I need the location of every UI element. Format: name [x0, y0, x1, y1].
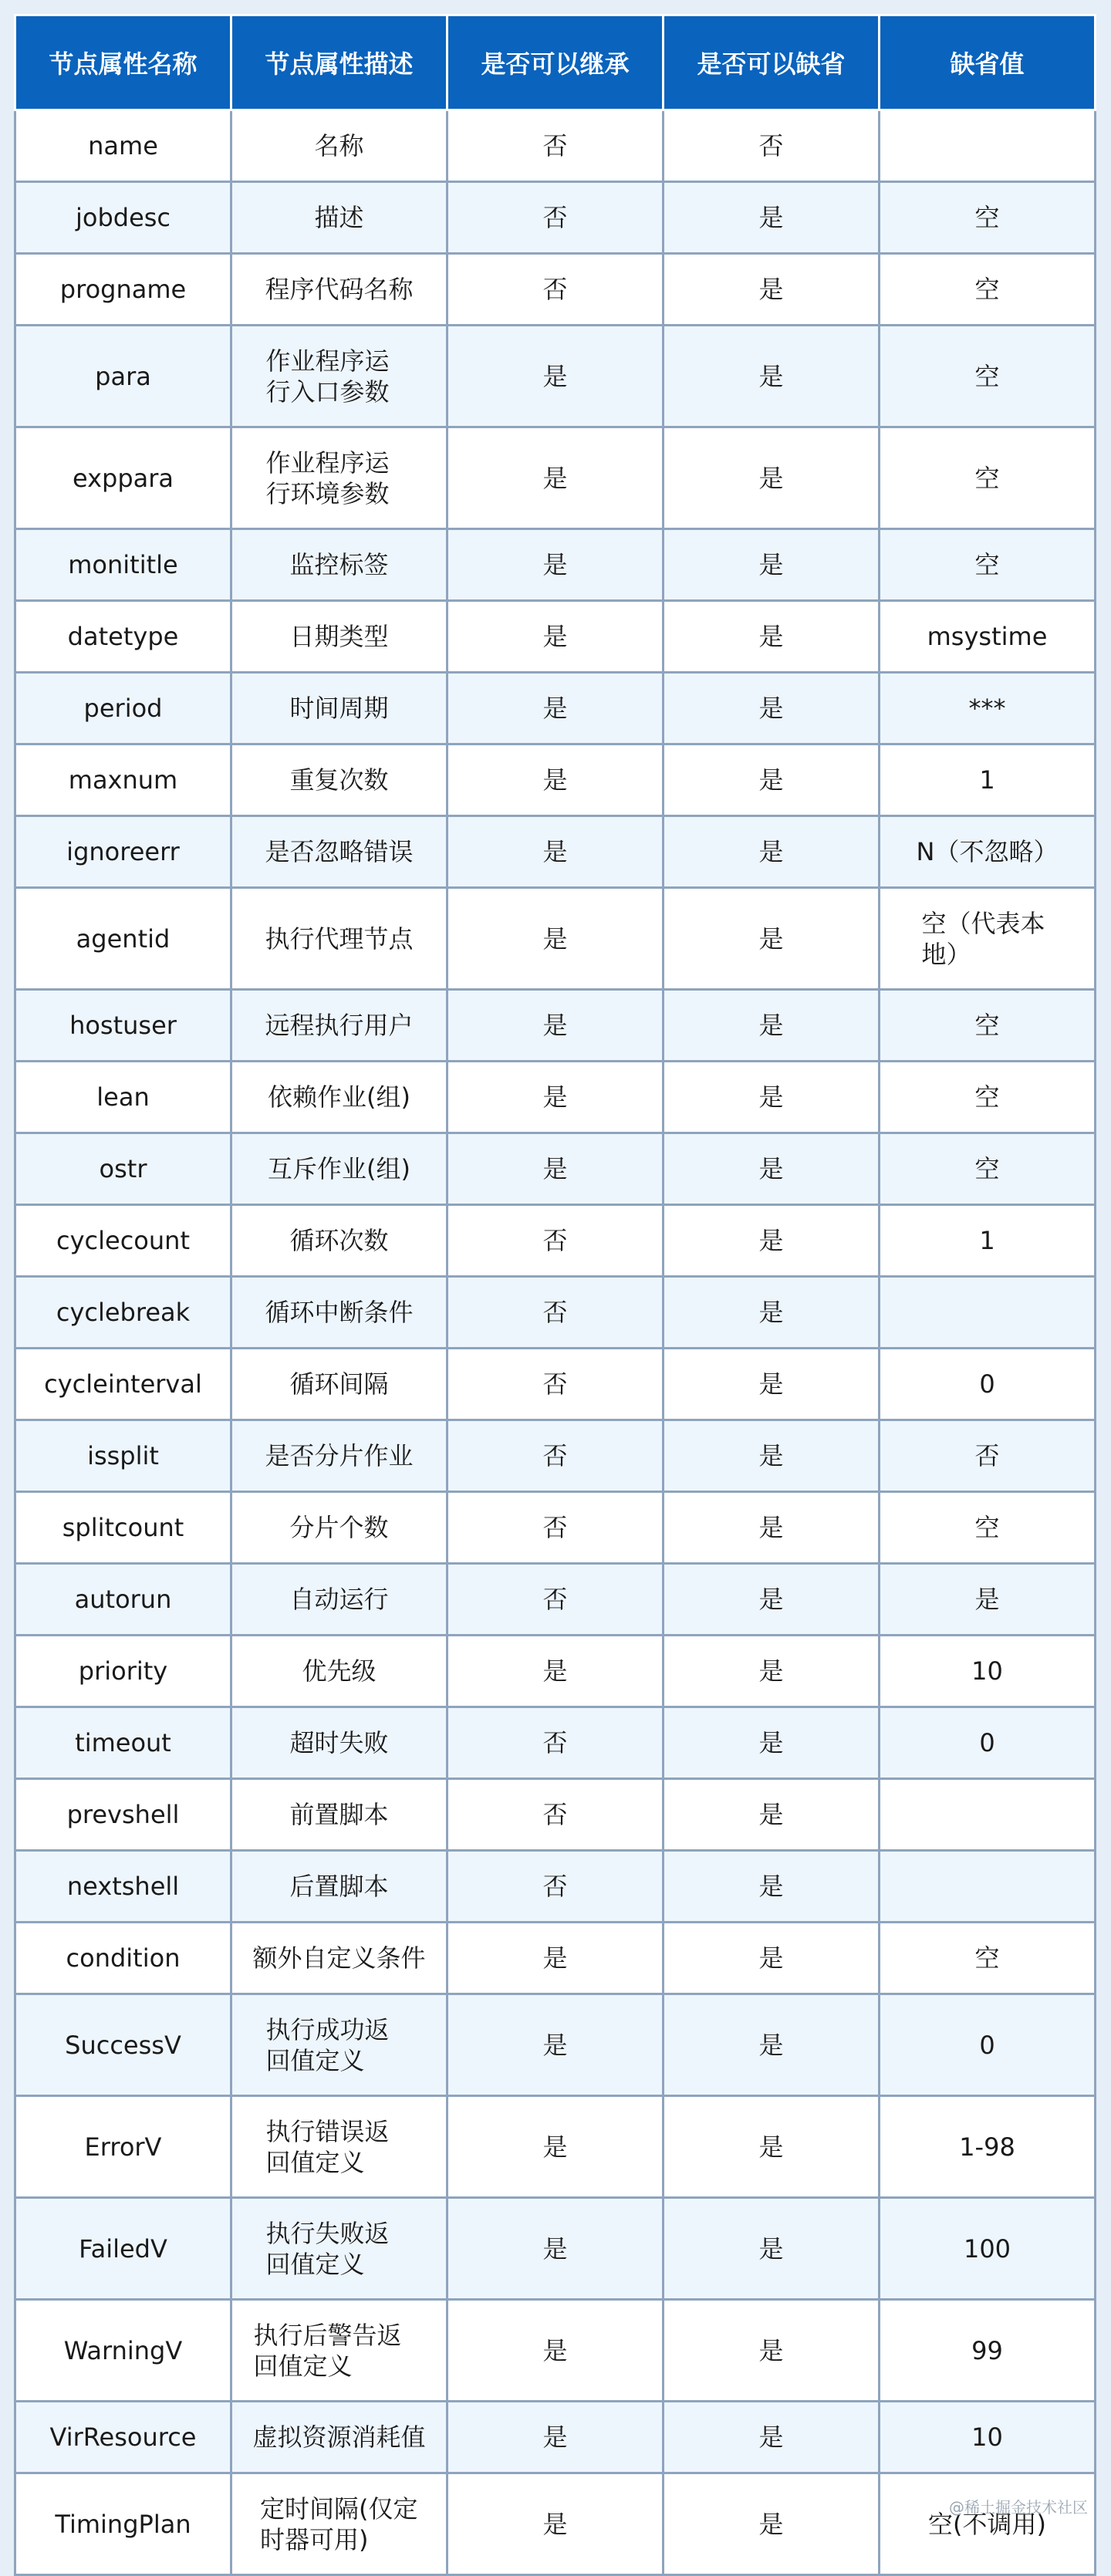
cell-omittable: 是 [664, 744, 880, 816]
cell-inheritable: 是 [447, 1636, 664, 1707]
cell-default-value: N（不忽略） [880, 816, 1096, 888]
cell-inheritable: 是 [447, 601, 664, 673]
cell-omittable: 是 [664, 2096, 880, 2198]
cell-default-value: 空 [880, 529, 1096, 601]
cell-attr-desc: 超时失败 [231, 1707, 447, 1779]
cell-attr-name: nextshell [15, 1851, 231, 1923]
cell-attr-desc [231, 326, 447, 427]
cell-omittable: 是 [664, 2402, 880, 2473]
cell-omittable: 是 [664, 1636, 880, 1707]
cell-default-value: 空 [880, 1062, 1096, 1133]
cell-omittable: 是 [664, 601, 880, 673]
table-row [15, 1349, 1096, 1420]
cell-default-value: 100 [880, 2198, 1096, 2300]
cell-attr-name: monititle [15, 529, 231, 601]
cell-attr-name: cycleinterval [15, 1349, 231, 1420]
cell-attr-name: condition [15, 1923, 231, 1994]
cell-attr-name: priority [15, 1636, 231, 1707]
table-row [15, 1779, 1096, 1851]
table-row [15, 744, 1096, 816]
cell-default-value: 10 [880, 1636, 1096, 1707]
cell-inheritable: 是 [447, 2198, 664, 2300]
cell-attr-name: SuccessV [15, 1994, 231, 2096]
table-body [15, 110, 1096, 2575]
cell-inheritable: 是 [447, 673, 664, 744]
cell-attr-desc: 依赖作业(组) [231, 1062, 447, 1133]
cell-inheritable: 否 [447, 1564, 664, 1636]
cell-attr-desc: 时间周期 [231, 673, 447, 744]
cell-default-value: 是 [880, 1564, 1096, 1636]
cell-attr-desc: 重复次数 [231, 744, 447, 816]
cell-attr-name: hostuser [15, 990, 231, 1062]
table-row [15, 816, 1096, 888]
cell-omittable: 是 [664, 990, 880, 1062]
cell-attr-desc: 优先级 [231, 1636, 447, 1707]
table-row [15, 427, 1096, 529]
cell-attr-desc [231, 427, 447, 529]
cell-attr-desc: 虚拟资源消耗值 [231, 2402, 447, 2473]
cell-omittable: 是 [664, 1420, 880, 1492]
cell-default-value: 空 [880, 1492, 1096, 1564]
cell-inheritable: 否 [447, 1779, 664, 1851]
cell-attr-name: jobdesc [15, 182, 231, 254]
table-row [15, 1205, 1096, 1277]
table-row [15, 1707, 1096, 1779]
cell-inheritable: 否 [447, 1420, 664, 1492]
table-row [15, 1923, 1096, 1994]
cell-attr-name: ignoreerr [15, 816, 231, 888]
table-row [15, 182, 1096, 254]
header-default-value: 缺省值 [880, 15, 1096, 110]
cell-inheritable: 否 [447, 1205, 664, 1277]
attribute-table-container [14, 14, 1094, 2576]
cell-attr-desc [231, 2198, 447, 2300]
cell-text: 执行后警告返回值定义 [253, 2320, 402, 2381]
cell-default-value [880, 1779, 1096, 1851]
cell-default-value: 0 [880, 1994, 1096, 2096]
cell-default-value: 空 [880, 1923, 1096, 1994]
table-row [15, 1062, 1096, 1133]
cell-attr-name: timeout [15, 1707, 231, 1779]
cell-omittable: 是 [664, 1851, 880, 1923]
cell-attr-desc: 名称 [231, 110, 447, 182]
cell-attr-desc [231, 2300, 447, 2402]
cell-default-value: 0 [880, 1349, 1096, 1420]
cell-inheritable: 是 [447, 816, 664, 888]
cell-default-value: 空 [880, 1133, 1096, 1205]
header-inheritable: 是否可以继承 [447, 15, 664, 110]
cell-attr-name: para [15, 326, 231, 427]
cell-default-value: 空 [880, 182, 1096, 254]
cell-omittable: 是 [664, 427, 880, 529]
cell-default-value: 1 [880, 744, 1096, 816]
cell-omittable: 是 [664, 254, 880, 326]
cell-inheritable: 是 [447, 888, 664, 990]
cell-inheritable: 是 [447, 1923, 664, 1994]
cell-attr-desc: 监控标签 [231, 529, 447, 601]
cell-attr-name: progname [15, 254, 231, 326]
cell-attr-desc: 前置脚本 [231, 1779, 447, 1851]
cell-attr-name: ErrorV [15, 2096, 231, 2198]
cell-attr-desc: 后置脚本 [231, 1851, 447, 1923]
cell-default-value: 1 [880, 1205, 1096, 1277]
cell-attr-name: prevshell [15, 1779, 231, 1851]
table-row [15, 110, 1096, 182]
cell-inheritable: 是 [447, 1062, 664, 1133]
cell-attr-name: cyclebreak [15, 1277, 231, 1349]
cell-text: 执行成功返回值定义 [265, 2014, 390, 2075]
cell-inheritable: 是 [447, 2402, 664, 2473]
cell-inheritable: 是 [447, 427, 664, 529]
cell-inheritable: 是 [447, 1133, 664, 1205]
cell-omittable: 是 [664, 2198, 880, 2300]
cell-attr-name: maxnum [15, 744, 231, 816]
cell-omittable: 是 [664, 326, 880, 427]
header-omittable: 是否可以缺省 [664, 15, 880, 110]
cell-omittable: 是 [664, 2473, 880, 2575]
table-row [15, 1994, 1096, 2096]
header-attr-desc: 节点属性描述 [231, 15, 447, 110]
cell-attr-name: exppara [15, 427, 231, 529]
cell-attr-desc: 远程执行用户 [231, 990, 447, 1062]
cell-attr-desc: 程序代码名称 [231, 254, 447, 326]
cell-omittable: 是 [664, 816, 880, 888]
cell-attr-name: period [15, 673, 231, 744]
cell-attr-desc: 分片个数 [231, 1492, 447, 1564]
cell-default-value [880, 1277, 1096, 1349]
table-row [15, 2402, 1096, 2473]
cell-attr-name: WarningV [15, 2300, 231, 2402]
cell-inheritable: 是 [447, 1994, 664, 2096]
cell-text: 定时间隔(仅定时器可用) [260, 2493, 418, 2554]
cell-omittable: 是 [664, 1133, 880, 1205]
cell-inheritable: 是 [447, 990, 664, 1062]
cell-text: 作业程序运行入口参数 [265, 346, 390, 407]
cell-default-value: 空 [880, 326, 1096, 427]
cell-omittable: 是 [664, 1349, 880, 1420]
cell-inheritable: 是 [447, 529, 664, 601]
cell-default-value: 空 [880, 990, 1096, 1062]
cell-omittable: 是 [664, 1205, 880, 1277]
cell-default-value: 空(不调用) [880, 2473, 1096, 2575]
cell-inheritable: 是 [447, 2473, 664, 2575]
cell-omittable: 是 [664, 673, 880, 744]
cell-omittable: 是 [664, 888, 880, 990]
cell-inheritable: 否 [447, 1851, 664, 1923]
table-row [15, 1636, 1096, 1707]
table-row [15, 326, 1096, 427]
cell-default-value: 空 [880, 427, 1096, 529]
cell-inheritable: 是 [447, 2096, 664, 2198]
table-row [15, 254, 1096, 326]
cell-attr-desc: 日期类型 [231, 601, 447, 673]
cell-default-value [880, 110, 1096, 182]
cell-omittable: 是 [664, 1707, 880, 1779]
table-row [15, 1492, 1096, 1564]
cell-inheritable: 否 [447, 1349, 664, 1420]
cell-default-value: *** [880, 673, 1096, 744]
table-row [15, 1420, 1096, 1492]
cell-attr-name: splitcount [15, 1492, 231, 1564]
cell-default-value: 99 [880, 2300, 1096, 2402]
table-row [15, 1277, 1096, 1349]
table-row [15, 601, 1096, 673]
table-row [15, 1133, 1096, 1205]
cell-inheritable: 是 [447, 2300, 664, 2402]
cell-attr-name: autorun [15, 1564, 231, 1636]
cell-omittable: 是 [664, 182, 880, 254]
cell-attr-name: cyclecount [15, 1205, 231, 1277]
cell-attr-desc: 循环次数 [231, 1205, 447, 1277]
table-row [15, 2096, 1096, 2198]
header-attr-name: 节点属性名称 [15, 15, 231, 110]
table-row [15, 673, 1096, 744]
cell-attr-name: VirResource [15, 2402, 231, 2473]
cell-attr-name: datetype [15, 601, 231, 673]
cell-attr-desc [231, 1994, 447, 2096]
cell-attr-desc: 循环中断条件 [231, 1277, 447, 1349]
table-row [15, 990, 1096, 1062]
table-row [15, 2300, 1096, 2402]
cell-attr-desc [231, 2473, 447, 2575]
cell-inheritable: 否 [447, 1277, 664, 1349]
cell-inheritable: 否 [447, 110, 664, 182]
cell-inheritable: 是 [447, 744, 664, 816]
table-header-row [15, 15, 1096, 110]
cell-default-value: 空 [880, 254, 1096, 326]
cell-attr-desc: 描述 [231, 182, 447, 254]
cell-attr-name: agentid [15, 888, 231, 990]
cell-omittable: 是 [664, 1923, 880, 1994]
cell-attr-desc: 互斥作业(组) [231, 1133, 447, 1205]
cell-attr-name: FailedV [15, 2198, 231, 2300]
cell-inheritable: 否 [447, 1707, 664, 1779]
cell-attr-desc: 是否分片作业 [231, 1420, 447, 1492]
cell-default-value: 0 [880, 1707, 1096, 1779]
cell-attr-name: lean [15, 1062, 231, 1133]
cell-default-value: msystime [880, 601, 1096, 673]
watermark: @稀土掘金技术社区 [949, 2498, 1088, 2517]
cell-inheritable: 否 [447, 254, 664, 326]
cell-default-value: 10 [880, 2402, 1096, 2473]
cell-attr-desc: 额外自定义条件 [231, 1923, 447, 1994]
cell-omittable: 是 [664, 529, 880, 601]
cell-attr-name: TimingPlan [15, 2473, 231, 2575]
cell-default-value [880, 888, 1096, 990]
cell-omittable: 是 [664, 1994, 880, 2096]
cell-default-value: 1-98 [880, 2096, 1096, 2198]
cell-attr-name: ostr [15, 1133, 231, 1205]
table-row [15, 2198, 1096, 2300]
table-row [15, 529, 1096, 601]
table-row [15, 888, 1096, 990]
cell-default-value: 否 [880, 1420, 1096, 1492]
cell-text: 作业程序运行环境参数 [265, 447, 390, 508]
cell-default-value [880, 1851, 1096, 1923]
cell-inheritable: 否 [447, 182, 664, 254]
cell-attr-desc [231, 2096, 447, 2198]
cell-attr-name: issplit [15, 1420, 231, 1492]
table-row [15, 1851, 1096, 1923]
cell-omittable: 是 [664, 1564, 880, 1636]
cell-omittable: 是 [664, 1277, 880, 1349]
cell-text: 执行错误返回值定义 [265, 2116, 390, 2177]
cell-omittable: 是 [664, 1779, 880, 1851]
cell-omittable: 是 [664, 1492, 880, 1564]
cell-inheritable: 是 [447, 326, 664, 427]
cell-text: 空（代表本地） [921, 908, 1045, 969]
table-row [15, 1564, 1096, 1636]
cell-omittable: 是 [664, 2300, 880, 2402]
cell-inheritable: 否 [447, 1492, 664, 1564]
cell-attr-name: name [15, 110, 231, 182]
cell-attr-desc: 是否忽略错误 [231, 816, 447, 888]
cell-attr-desc: 执行代理节点 [231, 888, 447, 990]
cell-omittable: 否 [664, 110, 880, 182]
cell-attr-desc: 循环间隔 [231, 1349, 447, 1420]
cell-omittable: 是 [664, 1062, 880, 1133]
node-attribute-table [14, 14, 1096, 2576]
cell-text: 执行失败返回值定义 [265, 2218, 390, 2279]
cell-attr-desc: 自动运行 [231, 1564, 447, 1636]
table-row [15, 2473, 1096, 2575]
